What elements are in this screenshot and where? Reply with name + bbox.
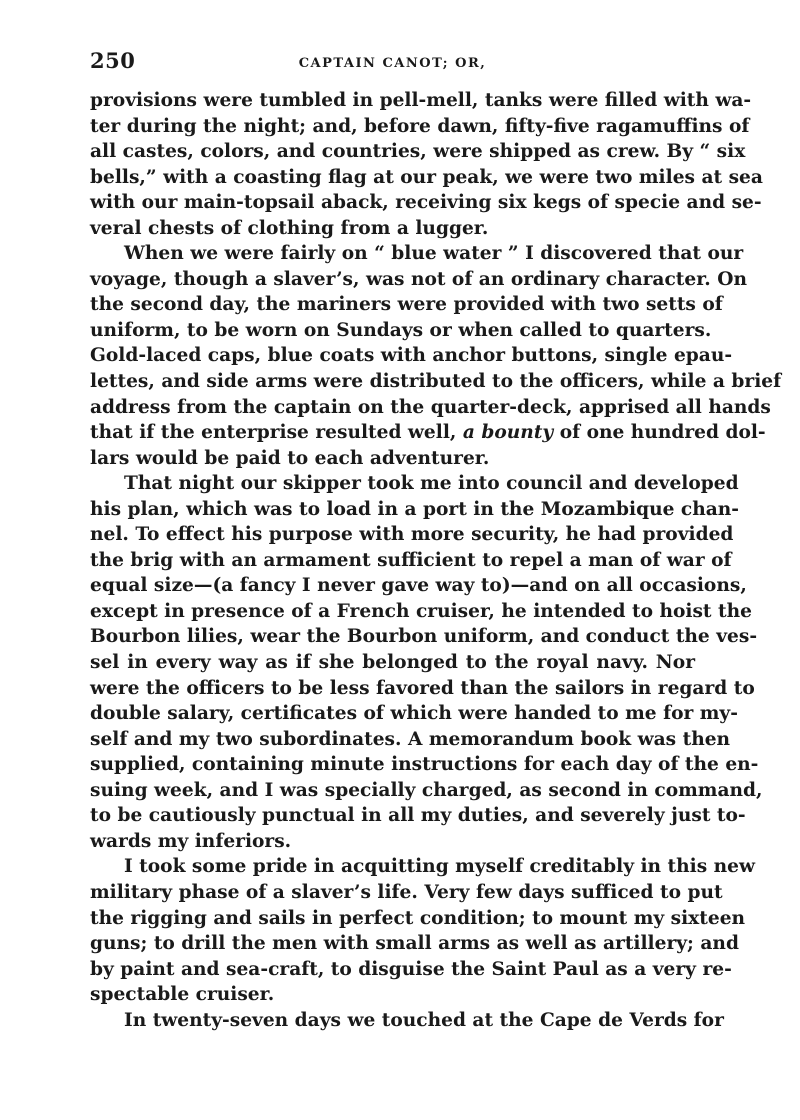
- text-line: That night our skipper took me into council and developed: [124, 473, 739, 495]
- text-line: the second day, the mariners were provided with two setts of: [90, 294, 723, 316]
- text-line: wards my inferiors.: [90, 830, 292, 852]
- text-line: all castes, colors, and countries, were shipped as crew. By “ six: [90, 141, 746, 163]
- text-line: Bourbon lilies, wear the Bourbon uniform, and conduct the ves-: [90, 626, 758, 648]
- paragraph: [90, 88, 763, 241]
- text-line: [90, 420, 766, 446]
- text-line: lettes, and side arms were distributed to the officers, while a brief: [90, 371, 782, 393]
- text-line: his plan, which was to load in a port in the Mozambique chan-: [90, 498, 740, 520]
- text-line: spectable cruiser.: [90, 984, 275, 1006]
- text-line: supplied, containing minute instructions for each day of the en-: [90, 754, 759, 776]
- text-line: In twenty-seven days we touched at the Cape de Verds for: [124, 1009, 724, 1031]
- text-line: by paint and sea-craft, to disguise the Saint Paul as a very re-: [90, 958, 732, 980]
- text-line: to be cautiously punctual in all my duties, and severely just to-: [90, 805, 746, 827]
- text-line: ter during the night; and, before dawn, fifty-five ragamuffins of: [90, 115, 750, 137]
- text-line: nel. To effect his purpose with more security, he had provided: [90, 524, 734, 546]
- text-fragment: of one hundred dol-: [559, 422, 766, 444]
- text-line: lars would be paid to each adventurer.: [90, 447, 490, 469]
- text-line: the brig with an armament sufficient to repel a man of war of: [90, 549, 732, 571]
- page-header: [90, 48, 695, 80]
- text-line: self and my two subordinates. A memorandum book was then: [90, 728, 731, 750]
- text-line: veral chests of clothing from a lugger.: [90, 217, 489, 239]
- text-line: the rigging and sails in perfect condition; to mount my sixteen: [90, 907, 746, 929]
- paragraph: [90, 1008, 724, 1034]
- text-line: When we were fairly on “ blue water ” I discovered that our: [124, 243, 744, 265]
- text-line: uniform, to be worn on Sundays or when called to quarters.: [90, 319, 712, 341]
- text-line: double salary, certificates of which were handed to me for my-: [90, 703, 738, 725]
- text-line: with our main-topsail aback, receiving six kegs of specie and se-: [90, 192, 762, 214]
- paragraph: [90, 471, 763, 854]
- text-line: military phase of a slaver’s life. Very few days sufficed to put: [90, 881, 723, 903]
- text-line: bells,” with a coasting flag at our peak, we were two miles at sea: [90, 166, 763, 188]
- text-line: guns; to drill the men with small arms as well as artillery; and: [90, 933, 739, 955]
- text-line: except in presence of a French cruiser, he intended to hoist the: [90, 600, 752, 622]
- text-line: Gold-laced caps, blue coats with anchor buttons, single epau-: [90, 345, 733, 367]
- running-title: CAPTAIN CANOT; OR,: [298, 56, 487, 71]
- text-line: voyage, though a slaver’s, was not of an ordinary character. On: [90, 268, 747, 290]
- italic-phrase: a bounty: [462, 422, 554, 444]
- text-fragment: that if the enterprise resulted well,: [90, 422, 457, 444]
- paragraph: [90, 854, 755, 1007]
- text-line: provisions were tumbled in pell-mell, tanks were filled with wa-: [90, 90, 752, 111]
- text-line: I took some pride in acquitting myself creditably in this new: [124, 856, 755, 878]
- paragraph: [90, 241, 782, 471]
- text-line: address from the captain on the quarter-deck, apprised all hands: [90, 396, 771, 418]
- text-line: suing week, and I was specially charged, as second in command,: [90, 779, 763, 801]
- text-line: were the officers to be less favored than the sailors in regard to: [90, 677, 755, 699]
- text-line: sel in every way as if she belonged to the royal navy. Nor: [90, 652, 695, 674]
- body-text: [90, 88, 782, 1033]
- text-line: equal size—(a fancy I never gave way to)—and on all occasions,: [90, 575, 747, 597]
- page-number: 250: [90, 48, 136, 73]
